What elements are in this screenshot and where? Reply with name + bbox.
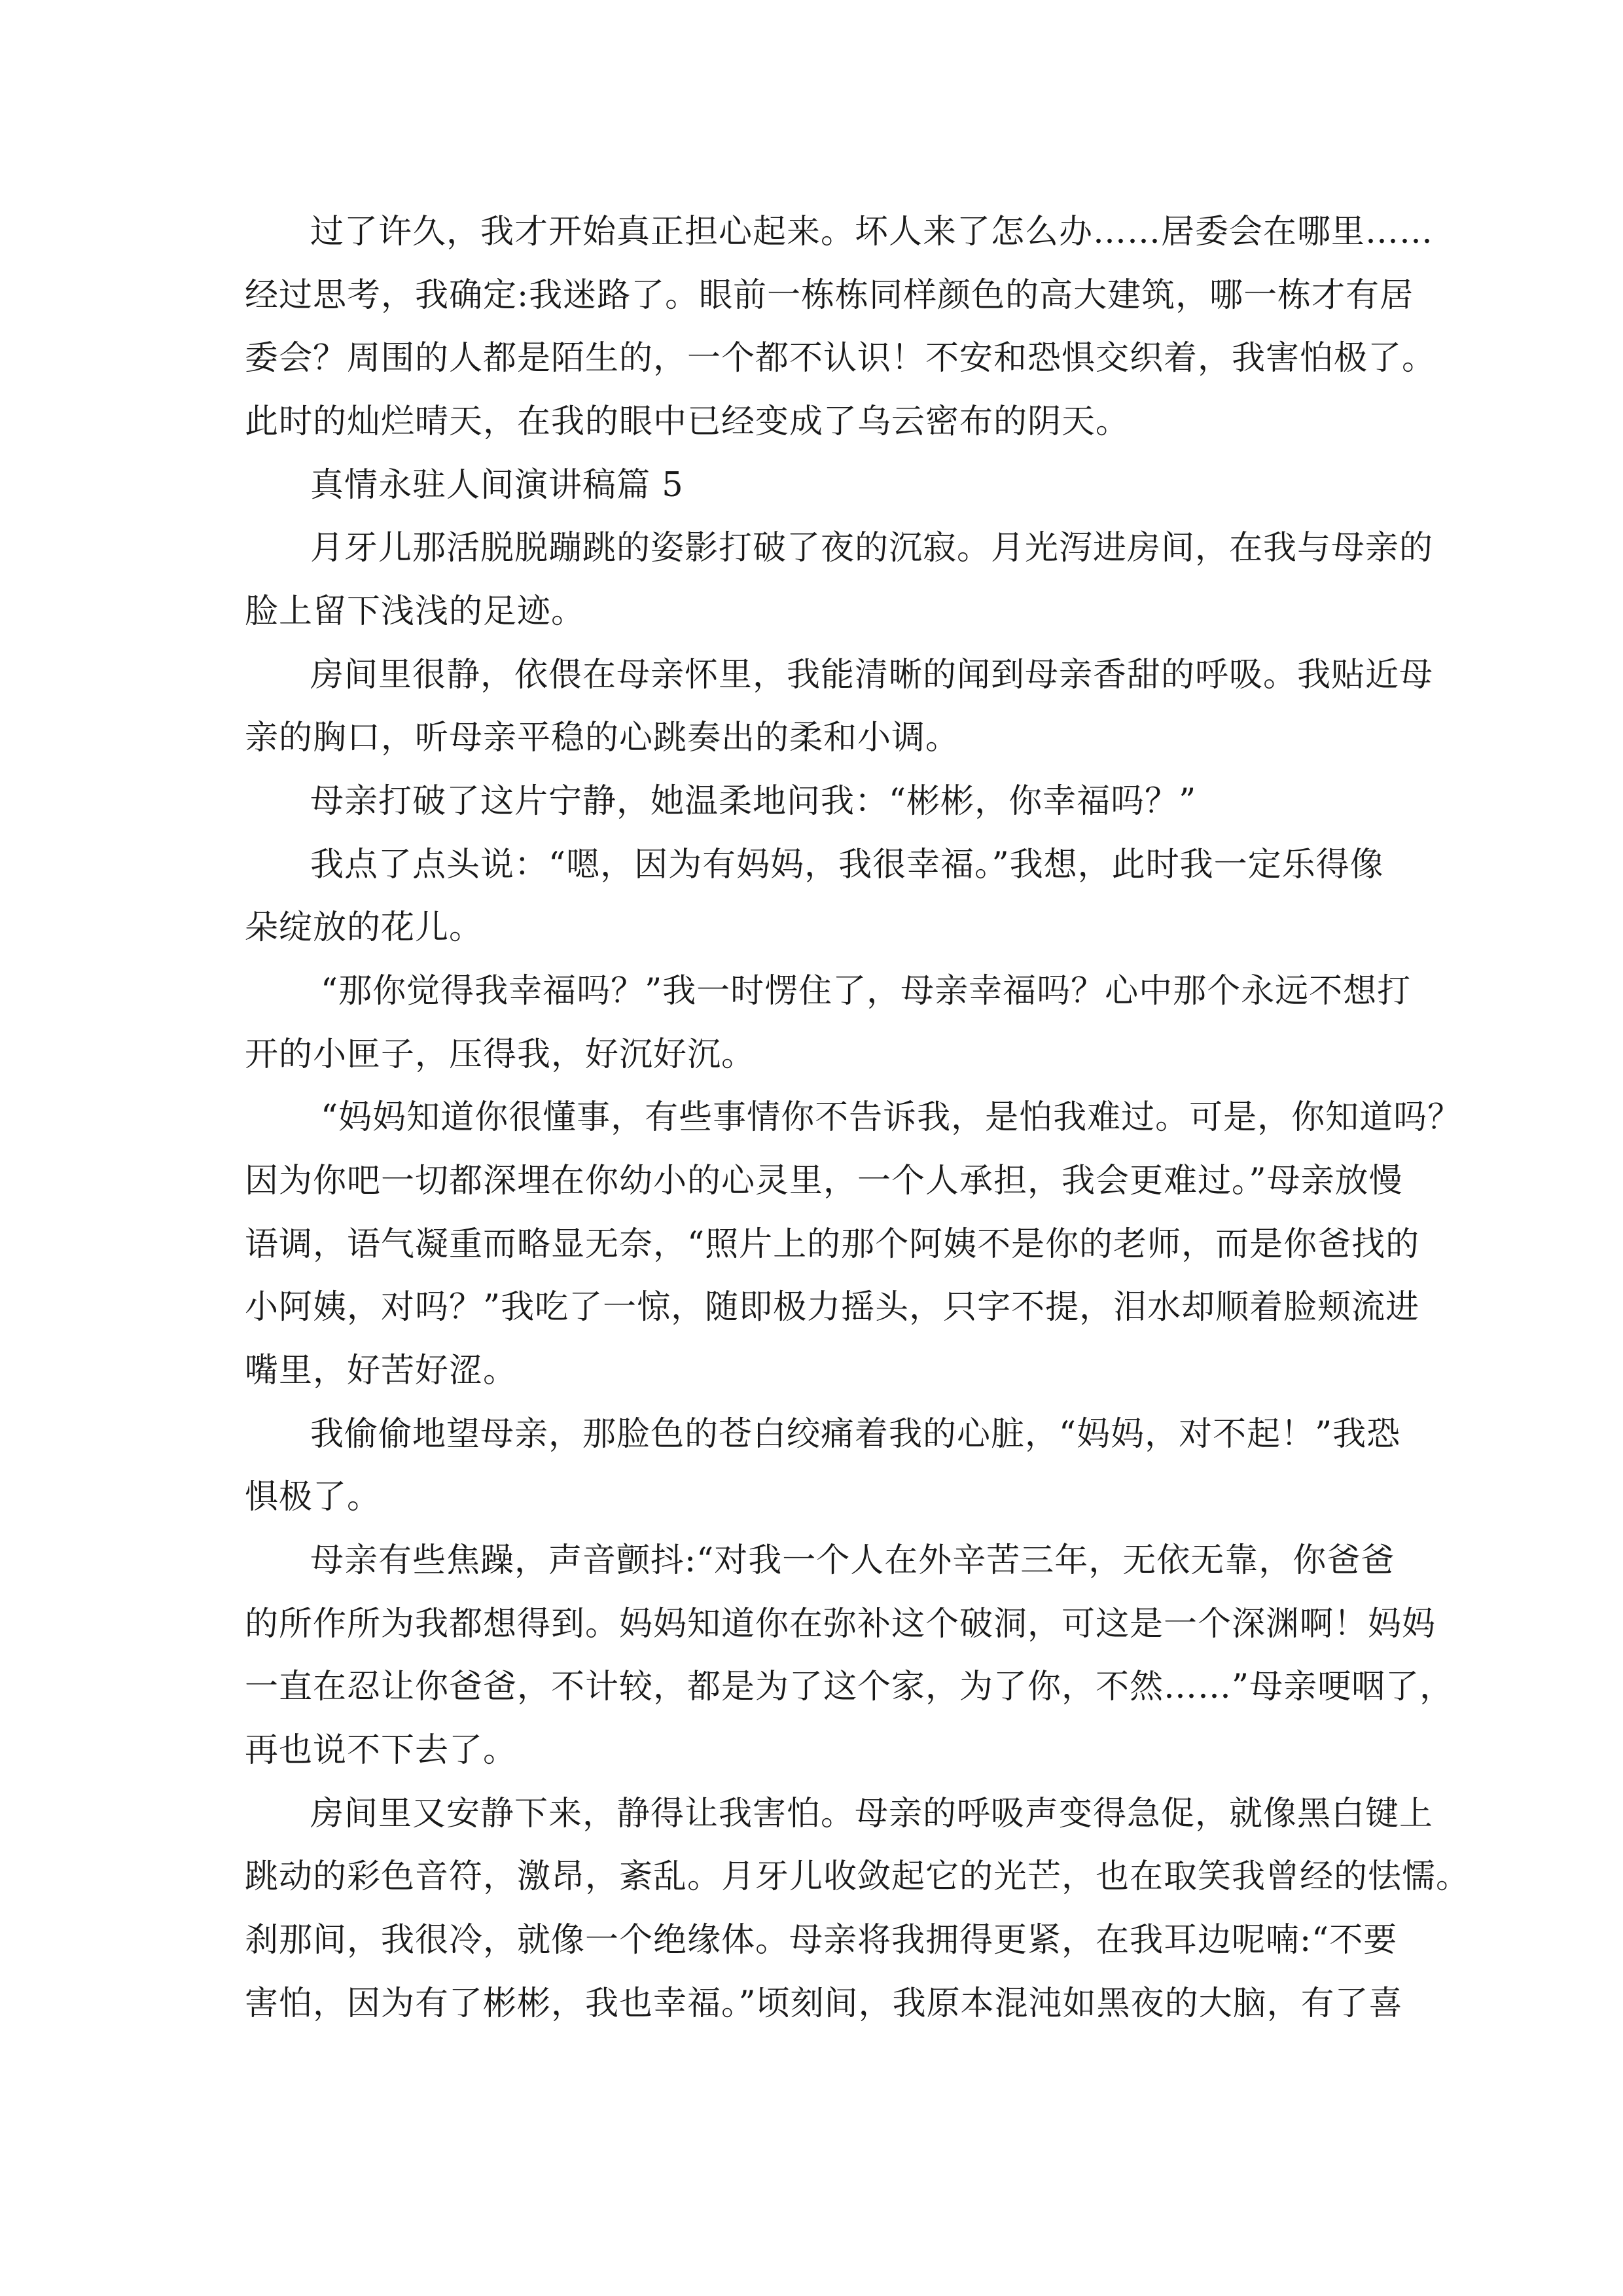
paragraph-line: 过了许久，我才开始真正担心起来。坏人来了怎么办……居委会在哪里…… bbox=[310, 213, 1434, 251]
paragraph-line: 一直在忍让你爸爸，不计较，都是为了这个家，为了你，不然……”母亲哽咽了， bbox=[245, 1668, 1454, 1706]
paragraph-line: 房间里又安静下来，静得让我害怕。母亲的呼吸声变得急促，就像黑白键上 bbox=[310, 1795, 1434, 1833]
paragraph-line: 语调，语气凝重而略显无奈，“照片上的那个阿姨不是你的老师，而是你爸找的 bbox=[245, 1225, 1420, 1264]
paragraph-line: 我偷偷地望母亲，那脸色的苍白绞痛着我的心脏，“妈妈，对不起！”我恐 bbox=[310, 1415, 1401, 1454]
paragraph-line: 惧极了。 bbox=[245, 1478, 382, 1516]
paragraph-line: 的所作所为我都想得到。妈妈知道你在弥补这个破洞，可这是一个深渊啊！妈妈 bbox=[245, 1605, 1436, 1643]
section-heading: 真情永驻人间演讲稿篇 5 bbox=[310, 466, 684, 505]
paragraph-line: 因为你吧一切都深埋在你幼小的心灵里，一个人承担，我会更难过。”母亲放慢 bbox=[245, 1162, 1403, 1200]
paragraph-line: 此时的灿烂晴天，在我的眼中已经变成了乌云密布的阴天。 bbox=[245, 403, 1130, 441]
paragraph-line: 嘴里，好苦好涩。 bbox=[245, 1352, 518, 1390]
paragraph-line: 母亲打破了这片宁静，她温柔地问我：“彬彬，你幸福吗？” bbox=[310, 782, 1197, 821]
paragraph-line: 房间里很静，依偎在母亲怀里，我能清晰的闻到母亲香甜的呼吸。我贴近母 bbox=[310, 656, 1434, 694]
paragraph-line: “妈妈知道你很懂事，有些事情你不告诉我，是怕我难过。可是，你知道吗？ bbox=[321, 1098, 1462, 1137]
paragraph-line: “那你觉得我幸福吗？”我一时愣住了，母亲幸福吗？心中那个永远不想打 bbox=[321, 972, 1412, 1011]
paragraph-line: 害怕，因为有了彬彬，我也幸福。”顷刻间，我原本混沌如黑夜的大脑，有了喜 bbox=[245, 1984, 1403, 2023]
paragraph-line: 母亲有些焦躁，声音颤抖:“对我一个人在外辛苦三年，无依无靠，你爸爸 bbox=[310, 1541, 1395, 1580]
paragraph-line: 委会？周围的人都是陌生的，一个都不认识！不安和恐惧交织着，我害怕极了。 bbox=[245, 339, 1436, 378]
paragraph-line: 跳动的彩色音符，激昂，紊乱。月牙儿收敛起它的光芒，也在取笑我曾经的怯懦。 bbox=[245, 1857, 1471, 1896]
paragraph-line: 脸上留下浅浅的足迹。 bbox=[245, 592, 586, 631]
paragraph-line: 经过思考，我确定:我迷路了。眼前一栋栋同样颜色的高大建筑，哪一栋才有居 bbox=[245, 276, 1414, 315]
paragraph-line: 刹那间，我很冷，就像一个绝缘体。母亲将我拥得更紧，在我耳边呢喃:“不要 bbox=[245, 1921, 1398, 1960]
paragraph-line: 我点了点头说：“嗯，因为有妈妈，我很幸福。”我想，此时我一定乐得像 bbox=[310, 846, 1384, 884]
paragraph-line: 再也说不下去了。 bbox=[245, 1731, 518, 1770]
paragraph-line: 亲的胸口，听母亲平稳的心跳奏出的柔和小调。 bbox=[245, 719, 960, 757]
paragraph-line: 小阿姨，对吗？”我吃了一惊，随即极力摇头，只字不提，泪水却顺着脸颊流进 bbox=[245, 1288, 1420, 1327]
paragraph-line: 开的小匣子，压得我，好沉好沉。 bbox=[245, 1035, 756, 1074]
paragraph-line: 月牙儿那活脱脱蹦跳的姿影打破了夜的沉寂。月光泻进房间，在我与母亲的 bbox=[310, 529, 1434, 567]
paragraph-line: 朵绽放的花儿。 bbox=[245, 908, 484, 947]
